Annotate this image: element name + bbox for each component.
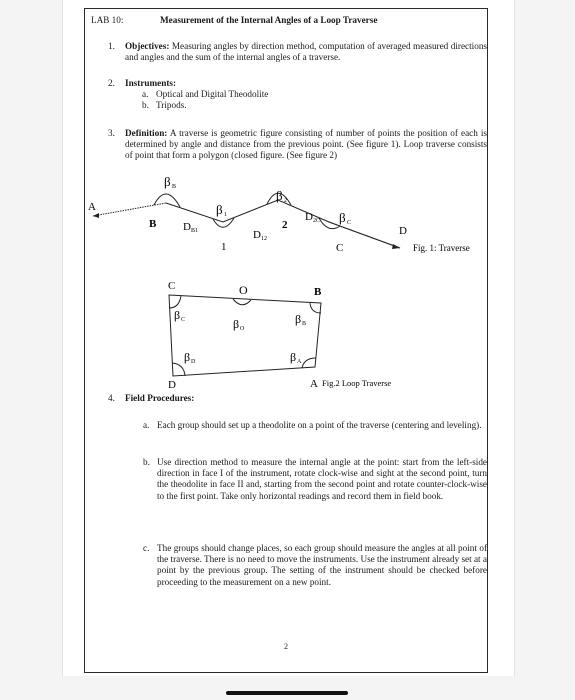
angle-arc-O	[233, 299, 251, 305]
list-marker: b.	[142, 100, 149, 110]
list-marker: b.	[143, 457, 150, 467]
angle-arc-A	[302, 358, 316, 368]
angle-arc-C	[169, 296, 181, 308]
list-marker: c.	[143, 543, 150, 553]
angle-label-beta-1: β	[216, 202, 223, 217]
definition-label: Definition:	[125, 128, 168, 138]
angle-label-beta-C: β	[339, 210, 346, 225]
angle-label-beta-B: β	[295, 312, 302, 326]
section-number: 3.	[108, 128, 115, 138]
field-step-b: Use direction method to measure the internal angle at the point: start from the left-side direction in face I of the instrument, rotate clock-wise and sight at the second point, turn the theodolite in face II and, starting from the second point and rotate counter-clock-wise to the first point. Take only horizontal readings and record them in field book.	[157, 457, 487, 501]
angle-label-beta-2: β	[276, 188, 283, 203]
point-label-B: B	[149, 218, 157, 230]
distance-label-D-12: D	[253, 229, 261, 241]
point-label-B: B	[314, 286, 322, 298]
angle-subscript: D	[191, 359, 196, 365]
angle-label-beta-O: β	[233, 317, 240, 331]
instrument-item: Tripods.	[156, 100, 187, 110]
instruments-label: Instruments:	[125, 78, 177, 88]
distance-label-D-2C: D	[305, 211, 313, 223]
document-page	[62, 0, 515, 676]
figure1-caption: Fig. 1: Traverse	[413, 243, 470, 253]
point-label-D: D	[168, 379, 176, 391]
list-marker: a.	[142, 89, 149, 99]
distance-subscript: 12	[261, 236, 267, 242]
angle-arc-D	[172, 363, 185, 376]
point-label-C: C	[168, 280, 176, 292]
angle-arc-B	[154, 194, 180, 207]
lab-number: LAB 10:	[91, 15, 124, 25]
definition-paragraph	[125, 128, 487, 162]
angle-subscript: C	[181, 317, 186, 323]
angle-subscript: 1	[224, 212, 227, 218]
point-label-A: A	[310, 378, 318, 390]
angle-arc-C	[319, 218, 340, 229]
angle-arc-B	[310, 303, 321, 313]
field-step-c: The groups should change places, so each group should measure the angles at all point of the traverse. There is no need to move the instruments. Use the instrument already set at a point by the previous group. The setting of the instrument should be checked before proceeding to the measurement on a new point.	[157, 543, 487, 587]
distance-label-D-B1: D	[183, 221, 191, 233]
angle-label-beta-C: β	[174, 308, 181, 322]
arrow-D	[392, 244, 400, 249]
list-marker: a.	[143, 420, 150, 430]
point-label-1: 1	[221, 241, 227, 253]
traverse-figure	[63, 170, 514, 270]
point-label-C: C	[336, 242, 344, 254]
field-procedures-label: Field Procedures:	[125, 393, 195, 403]
objectives-label: Objectives:	[125, 41, 170, 51]
instrument-item: Optical and Digital Theodolite	[156, 89, 269, 99]
point-label-D: D	[399, 225, 407, 237]
point-label-2: 2	[282, 219, 288, 231]
objectives-text: Measuring angles by direction method, computation of averaged measured directions and angles and the sum of the internal angles of a traverse.	[125, 41, 487, 63]
objectives-paragraph	[125, 41, 487, 63]
angle-label-beta-B: β	[164, 174, 171, 189]
section-number: 4.	[108, 393, 115, 403]
page-number: 2	[284, 642, 288, 651]
distance-subscript: 2C	[313, 218, 321, 224]
figure2-caption: Fig.2 Loop Traverse	[322, 378, 392, 388]
angle-subscript: B	[172, 184, 177, 190]
angle-subscript: A	[297, 359, 302, 365]
distance-subscript: B1	[191, 228, 199, 234]
angle-label-beta-D: β	[184, 350, 191, 364]
angle-label-beta-A: β	[290, 350, 297, 364]
section-number: 2.	[108, 78, 115, 88]
point-label-O: O	[239, 283, 248, 297]
angle-subscript: B	[302, 321, 307, 327]
angle-subscript: 2	[284, 198, 287, 204]
lab-title: Measurement of the Internal Angles of a Loop Traverse	[160, 15, 378, 25]
loop-traverse-figure	[63, 275, 514, 395]
field-step-a: Each group should set up a theodolite on a point of the traverse (centering and leveling).	[157, 420, 482, 430]
section-number: 1.	[108, 41, 115, 51]
line-A-B	[93, 203, 166, 216]
angle-subscript: C	[347, 220, 352, 226]
angle-subscript: O	[240, 326, 245, 332]
definition-text: A traverse is geometric figure consisting of number of points the position of each is determined by angle and distance from the previous point. (See figure 1). Loop traverse consists of point that form a polygon (closed figure. (See figure 2)	[125, 128, 487, 161]
point-label-A: A	[88, 201, 96, 213]
home-indicator[interactable]	[226, 691, 348, 695]
